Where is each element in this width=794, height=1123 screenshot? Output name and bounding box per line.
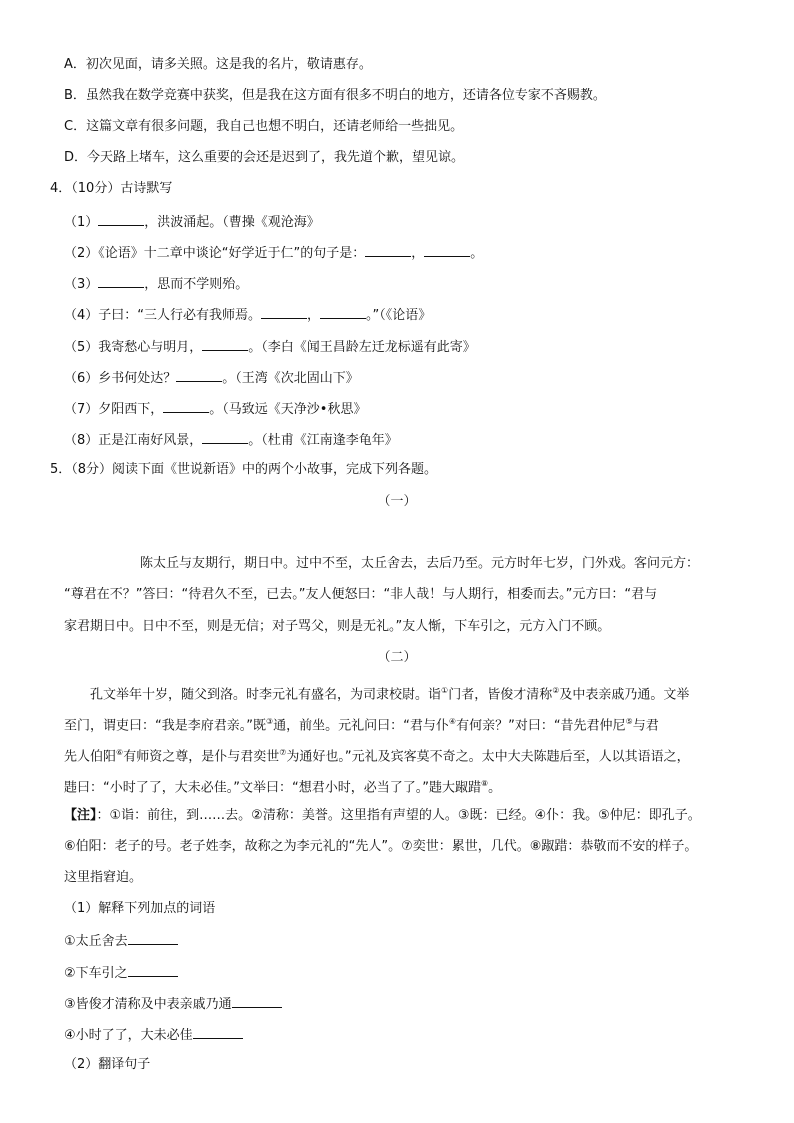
footnote-marker: ④ [448,717,457,726]
answer-blank[interactable] [193,1025,243,1039]
footnote-marker: ⑤ [625,717,633,726]
footnote-marker: ⑦ [279,748,287,757]
answer-blank[interactable] [320,305,366,319]
answer-blank[interactable] [98,212,144,226]
footnote-marker: ① [441,686,449,695]
q4-item-2: （2）《论语》十二章中谈论“好学近于仁”的句子是： ， 。 [64,243,483,263]
q4-item-8: （8）正是江南好风景， 。（杜甫《江南逢李龟年》 [64,430,398,450]
question-5-title: 5．（8分）阅读下面《世说新语》中的两个小故事，完成下列各题。 [50,462,438,477]
word-item-3: ③皆俊才清称及中表亲戚乃通 [64,994,282,1014]
story-1-line-3: 家君期日中。日中不至，则是无信；对子骂父，则是无礼。”友人惭，下车引之，元方入门不顾。 [64,619,611,634]
story-2-line-4: 韪曰：“小时了了，大未必佳。”文举曰：“想君小时，必当了了。”韪大踧踖⑧。 [64,779,502,796]
story-2-line-2: 至门，谓吏曰：“我是李府君亲。”既③通，前坐。元礼问曰：“君与仆④有何亲？”对曰：“昔先君仲尼⑤与君 [64,717,659,734]
footnote-marker: ③ [265,717,274,726]
answer-blank[interactable] [163,399,209,413]
answer-blank[interactable] [261,305,307,319]
footnote-marker: ② [552,686,560,695]
story-2-line-3: 先人伯阳⑥有师资之尊，是仆与君奕世⑦为通好也。”元礼及宾客莫不奇之。太中大夫陈韪后至，人以其语语之， [64,748,690,765]
story-2-line-1: 孔文举年十岁，随父到洛。时李元礼有盛名，为司隶校尉。诣①门者，皆俊才清称②及中表亲戚乃通。文举 [90,686,690,703]
q4-item-6: （6）乡书何处达？ 。（王湾《次北固山下》 [64,368,359,388]
word-item-4: ④小时了了，大未必佳 [64,1025,243,1045]
notes-line-2: ⑥伯阳：老子的号。老子姓李，故称之为李元礼的“先人”。⑦奕世：累世，几代。⑧踧踖：恭敬而不安的样子。 [64,839,698,854]
footnote-marker: ⑥ [116,748,124,757]
answer-blank[interactable] [424,243,470,257]
answer-blank[interactable] [232,994,282,1008]
question-4-title: 4．（10分）古诗默写 [50,181,173,196]
q4-item-4: （4）子曰：“三人行必有我师焉。 ， 。”（《论语》 [64,305,431,325]
answer-blank[interactable] [128,931,178,945]
option-c: C．这篇文章有很多问题，我自己也想不明白，还请老师给一些拙见。 [64,119,464,134]
answer-blank[interactable] [365,243,411,257]
option-b: B．虽然我在数学竞赛中获奖，但是我在这方面有很多不明白的地方，还请各位专家不吝赐教。 [64,88,606,103]
story-1-line-1: 陈太丘与友期行，期日中。过中不至，太丘舍去，去后乃至。元方时年七岁，门外戏。客问元方： [140,556,700,571]
answer-blank[interactable] [202,430,248,444]
option-d: D．今天路上堵车，这么重要的会还是迟到了，我先道个歉，望见谅。 [64,150,465,165]
q4-item-5: （5）我寄愁心与明月， 。（李白《闻王昌龄左迁龙标遥有此寄》 [64,337,476,357]
sub-question-1: （1）解释下列加点的词语 [64,901,216,916]
q4-item-3: （3） ，思而不学则殆。 [64,274,248,294]
option-a: A．初次见面，请多关照。这是我的名片，敬请惠存。 [64,57,372,72]
answer-blank[interactable] [202,337,248,351]
sub-question-2: （2）翻译句子 [64,1057,151,1072]
answer-blank[interactable] [128,963,178,977]
story-1-line-2: “尊君在不？”答曰：“待君久不至，已去。”友人便怒曰：“非人哉！与人期行，相委而去。”元方曰：“君与 [64,587,658,602]
story-1-heading: （一） [377,494,417,509]
answer-blank[interactable] [98,274,144,288]
word-item-1: ①太丘舍去 [64,931,178,951]
footnote-marker: ⑧ [480,779,489,788]
notes-line-3: 这里指窘迫。 [64,870,143,885]
answer-blank[interactable] [176,368,222,382]
q4-item-7: （7）夕阳西下， 。（马致远《天净沙•秋思》 [64,399,366,419]
q4-item-1: （1） ，洪波涌起。（曹操《观沧海》 [64,212,320,232]
word-item-2: ②下车引之 [64,963,178,983]
notes-label: 【注】 [64,808,97,823]
story-2-heading: （二） [377,650,417,665]
notes-line-1: 【注】：①诣：前往，到……去。②清称：美誉。这里指有声望的人。③既：已经。④仆：我。⑤仲尼：即孔子。 [64,808,701,823]
